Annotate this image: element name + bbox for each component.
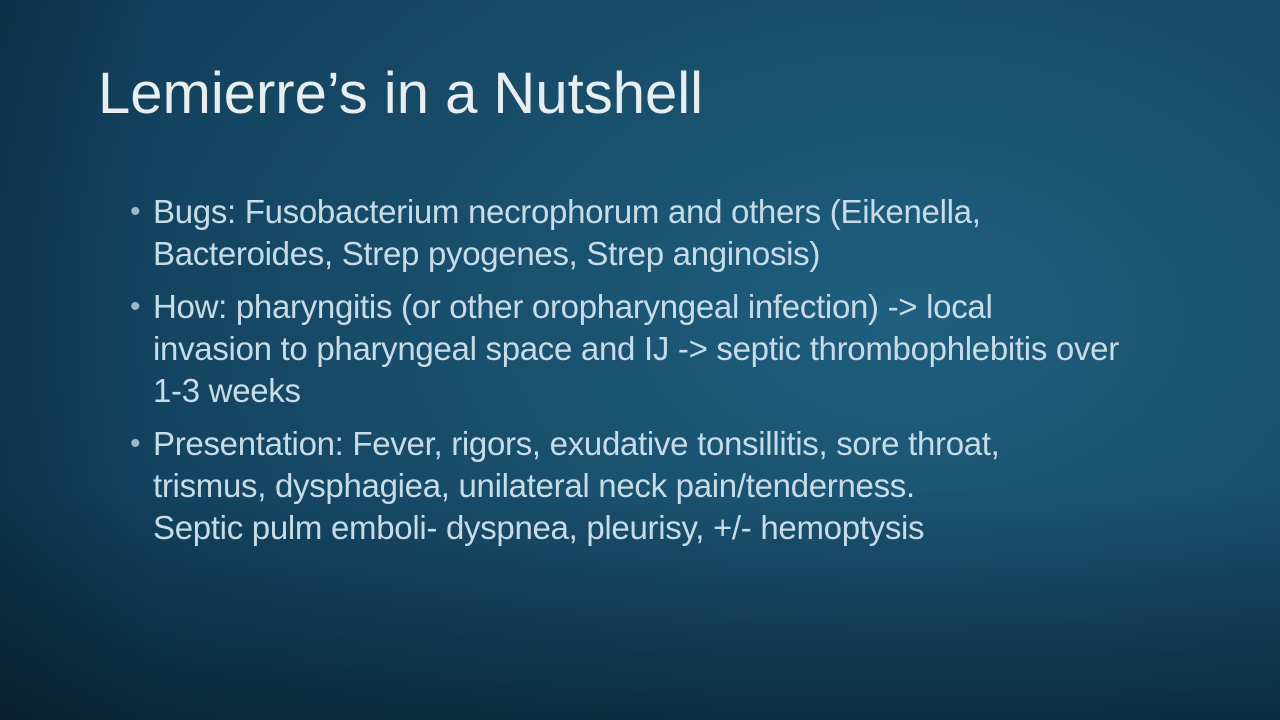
bullet-text [153,191,1205,275]
bullet-item [130,191,1205,275]
bullet-line: trismus, dysphagiea, unilateral neck pain/tenderness. [153,467,915,504]
bullet-line: 1-3 weeks [153,372,301,409]
bullet-marker-icon: • [130,427,141,460]
bullet-line: How: pharyngitis (or other oropharyngeal infection) -> local [153,288,993,325]
bullet-line: Septic pulm emboli- dyspnea, pleurisy, +/- hemoptysis [153,509,925,546]
bullet-line: Bacteroides, Strep pyogenes, Strep anginosis) [153,235,821,272]
bullet-marker-icon: • [130,195,141,228]
bullet-line: Presentation: Fever, rigors, exudative tonsillitis, sore throat, [153,425,1000,462]
bullet-text [153,423,1205,549]
bullet-item [130,286,1205,412]
bullet-list [130,191,1205,560]
bullet-line: invasion to pharyngeal space and IJ -> septic thrombophlebitis over [153,330,1119,367]
bullet-marker-icon: • [130,290,141,323]
bullet-item [130,423,1205,549]
slide-title: Lemierre’s in a Nutshell [98,61,703,126]
bullet-line: Bugs: Fusobacterium necrophorum and others (Eikenella, [153,193,981,230]
bullet-text [153,286,1205,412]
